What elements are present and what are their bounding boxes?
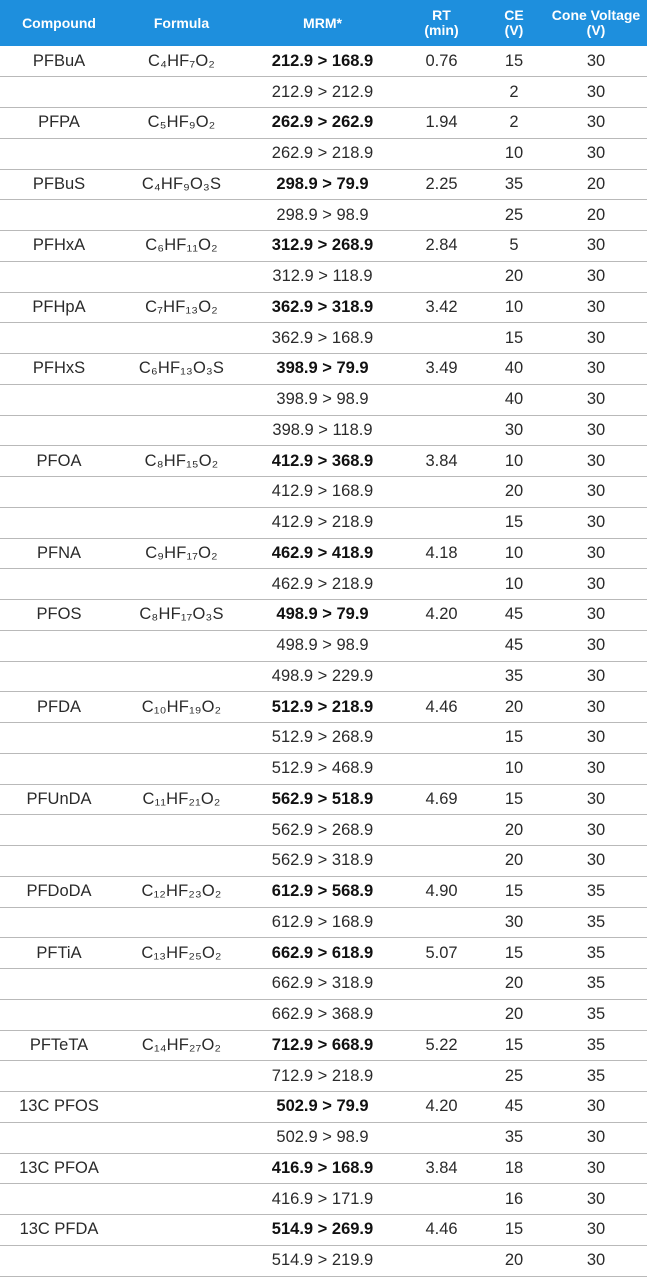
- cell-mrm: 262.9 > 262.9: [245, 108, 400, 139]
- cell-rt: [400, 77, 483, 108]
- cell-mrm: 562.9 > 518.9: [245, 784, 400, 815]
- cell-rt: [400, 261, 483, 292]
- cell-rt: 3.84: [400, 1153, 483, 1184]
- cell-cone-voltage: 30: [545, 231, 647, 262]
- cell-ce: 16: [483, 1184, 545, 1215]
- cell-rt: [400, 384, 483, 415]
- cell-ce: 35: [483, 661, 545, 692]
- table-row: [0, 1215, 647, 1246]
- cell-mrm: 662.9 > 368.9: [245, 999, 400, 1030]
- cell-formula: C₈HF₁₇O₃S: [118, 600, 245, 631]
- cell-compound: [0, 507, 118, 538]
- cell-cone-voltage: 30: [545, 446, 647, 477]
- cell-formula: C₁₁HF₂₁O₂: [118, 784, 245, 815]
- cell-compound: PFHpA: [0, 292, 118, 323]
- cell-ce: 25: [483, 1061, 545, 1092]
- cell-cone-voltage: 35: [545, 1061, 647, 1092]
- cell-compound: [0, 999, 118, 1030]
- cell-mrm: 612.9 > 568.9: [245, 876, 400, 907]
- cell-ce: 15: [483, 938, 545, 969]
- cell-rt: [400, 723, 483, 754]
- table-row: [0, 1122, 647, 1153]
- cell-ce: 30: [483, 907, 545, 938]
- cell-compound: 13C PFOS: [0, 1092, 118, 1123]
- cell-mrm: 462.9 > 418.9: [245, 538, 400, 569]
- cell-cone-voltage: 30: [545, 1122, 647, 1153]
- cell-cone-voltage: 35: [545, 907, 647, 938]
- cell-formula: [118, 384, 245, 415]
- cell-cone-voltage: 30: [545, 261, 647, 292]
- table-row: [0, 1092, 647, 1123]
- cell-cone-voltage: 20: [545, 169, 647, 200]
- cell-cone-voltage: 30: [545, 692, 647, 723]
- cell-formula: [118, 77, 245, 108]
- cell-mrm: 612.9 > 168.9: [245, 907, 400, 938]
- cell-ce: 20: [483, 846, 545, 877]
- header-compound: Compound: [22, 14, 96, 31]
- cell-compound: PFPA: [0, 108, 118, 139]
- cell-mrm: 398.9 > 79.9: [245, 354, 400, 385]
- table-row: [0, 538, 647, 569]
- cell-formula: [118, 507, 245, 538]
- cell-formula: C₁₀HF₁₉O₂: [118, 692, 245, 723]
- cell-cone-voltage: 30: [545, 753, 647, 784]
- cell-formula: [118, 1245, 245, 1276]
- cell-cone-voltage: 30: [545, 323, 647, 354]
- table-row: [0, 169, 647, 200]
- cell-compound: [0, 907, 118, 938]
- table-row: [0, 600, 647, 631]
- cell-rt: 4.90: [400, 876, 483, 907]
- cell-ce: 35: [483, 1122, 545, 1153]
- table-row: [0, 569, 647, 600]
- cell-mrm: 498.9 > 79.9: [245, 600, 400, 631]
- cell-compound: [0, 1061, 118, 1092]
- cell-mrm: 712.9 > 218.9: [245, 1061, 400, 1092]
- cell-formula: C₈HF₁₅O₂: [118, 446, 245, 477]
- cell-formula: [118, 1061, 245, 1092]
- cell-formula: C₆HF₁₁O₂: [118, 231, 245, 262]
- cell-cone-voltage: 30: [545, 630, 647, 661]
- table-row: [0, 46, 647, 77]
- table-row: [0, 354, 647, 385]
- cell-formula: [118, 630, 245, 661]
- cell-mrm: 512.9 > 268.9: [245, 723, 400, 754]
- cell-ce: 2: [483, 108, 545, 139]
- cell-cone-voltage: 30: [545, 384, 647, 415]
- table-row: [0, 292, 647, 323]
- cell-formula: [118, 477, 245, 508]
- cell-rt: 4.20: [400, 600, 483, 631]
- cell-mrm: 212.9 > 212.9: [245, 77, 400, 108]
- table-row: [0, 938, 647, 969]
- cell-ce: 20: [483, 261, 545, 292]
- cell-formula: [118, 815, 245, 846]
- cell-formula: [118, 138, 245, 169]
- cell-formula: C₁₄HF₂₇O₂: [118, 1030, 245, 1061]
- cell-rt: [400, 815, 483, 846]
- table-row: [0, 138, 647, 169]
- cell-rt: 4.46: [400, 1215, 483, 1246]
- table-row: [0, 1184, 647, 1215]
- cell-ce: 15: [483, 1215, 545, 1246]
- table-row: [0, 815, 647, 846]
- cell-compound: PFDA: [0, 692, 118, 723]
- cell-rt: 0.76: [400, 46, 483, 77]
- cell-mrm: 312.9 > 268.9: [245, 231, 400, 262]
- cell-formula: [118, 569, 245, 600]
- cell-compound: [0, 323, 118, 354]
- table-row: [0, 1245, 647, 1276]
- cell-rt: 3.42: [400, 292, 483, 323]
- cell-compound: [0, 415, 118, 446]
- cell-mrm: 514.9 > 269.9: [245, 1215, 400, 1246]
- cell-mrm: 298.9 > 98.9: [245, 200, 400, 231]
- cell-cone-voltage: 35: [545, 1030, 647, 1061]
- cell-rt: [400, 200, 483, 231]
- cell-ce: 10: [483, 446, 545, 477]
- cell-cone-voltage: 30: [545, 108, 647, 139]
- cell-cone-voltage: 30: [545, 846, 647, 877]
- cell-cone-voltage: 30: [545, 815, 647, 846]
- table-row: [0, 876, 647, 907]
- cell-rt: [400, 323, 483, 354]
- table-row: [0, 507, 647, 538]
- cell-mrm: 212.9 > 168.9: [245, 46, 400, 77]
- cell-rt: [400, 569, 483, 600]
- cell-cone-voltage: 30: [545, 1245, 647, 1276]
- cell-rt: 4.69: [400, 784, 483, 815]
- cell-compound: PFUnDA: [0, 784, 118, 815]
- table-row: [0, 907, 647, 938]
- cell-ce: 20: [483, 999, 545, 1030]
- cell-cone-voltage: 30: [545, 507, 647, 538]
- cell-ce: 30: [483, 415, 545, 446]
- cell-formula: [118, 999, 245, 1030]
- table-row: [0, 969, 647, 1000]
- cell-mrm: 662.9 > 318.9: [245, 969, 400, 1000]
- cell-mrm: 512.9 > 468.9: [245, 753, 400, 784]
- table-row: [0, 446, 647, 477]
- cell-mrm: 298.9 > 79.9: [245, 169, 400, 200]
- header-rt: RT (min): [424, 7, 459, 38]
- cell-mrm: 514.9 > 219.9: [245, 1245, 400, 1276]
- cell-cone-voltage: 35: [545, 999, 647, 1030]
- cell-compound: [0, 569, 118, 600]
- cell-compound: PFOA: [0, 446, 118, 477]
- table-row: [0, 384, 647, 415]
- cell-compound: [0, 630, 118, 661]
- cell-formula: [118, 323, 245, 354]
- cell-compound: PFTeTA: [0, 1030, 118, 1061]
- cell-formula: [118, 969, 245, 1000]
- table-header: [0, 0, 647, 46]
- header-mrm: MRM*: [303, 14, 342, 31]
- cell-mrm: 412.9 > 218.9: [245, 507, 400, 538]
- table-row: [0, 692, 647, 723]
- cell-formula: C₆HF₁₃O₃S: [118, 354, 245, 385]
- table-row: [0, 200, 647, 231]
- cell-formula: [118, 1184, 245, 1215]
- cell-formula: [118, 753, 245, 784]
- cell-ce: 10: [483, 753, 545, 784]
- cell-mrm: 712.9 > 668.9: [245, 1030, 400, 1061]
- cell-mrm: 416.9 > 168.9: [245, 1153, 400, 1184]
- cell-compound: 13C PFDA: [0, 1215, 118, 1246]
- table-row: [0, 323, 647, 354]
- cell-formula: C₇HF₁₃O₂: [118, 292, 245, 323]
- cell-mrm: 562.9 > 318.9: [245, 846, 400, 877]
- cell-mrm: 498.9 > 98.9: [245, 630, 400, 661]
- cell-cone-voltage: 30: [545, 1092, 647, 1123]
- cell-rt: [400, 1245, 483, 1276]
- cell-rt: [400, 999, 483, 1030]
- cell-ce: 15: [483, 723, 545, 754]
- table-row: [0, 846, 647, 877]
- cell-rt: 5.22: [400, 1030, 483, 1061]
- cell-cone-voltage: 30: [545, 1153, 647, 1184]
- table-row: [0, 999, 647, 1030]
- table-row: [0, 477, 647, 508]
- cell-rt: 1.94: [400, 108, 483, 139]
- cell-ce: 15: [483, 46, 545, 77]
- cell-ce: 20: [483, 477, 545, 508]
- cell-ce: 15: [483, 323, 545, 354]
- cell-formula: [118, 723, 245, 754]
- cell-cone-voltage: 30: [545, 1184, 647, 1215]
- cell-compound: [0, 1245, 118, 1276]
- cell-formula: [118, 1215, 245, 1246]
- cell-cone-voltage: 30: [545, 46, 647, 77]
- cell-ce: 40: [483, 384, 545, 415]
- cell-mrm: 362.9 > 168.9: [245, 323, 400, 354]
- cell-rt: 3.84: [400, 446, 483, 477]
- cell-rt: 3.49: [400, 354, 483, 385]
- cell-compound: [0, 723, 118, 754]
- table-row: [0, 630, 647, 661]
- cell-compound: PFHxS: [0, 354, 118, 385]
- table-row: [0, 723, 647, 754]
- cell-mrm: 562.9 > 268.9: [245, 815, 400, 846]
- cell-compound: [0, 1184, 118, 1215]
- cell-rt: 4.46: [400, 692, 483, 723]
- cell-compound: [0, 969, 118, 1000]
- cell-compound: [0, 661, 118, 692]
- cell-formula: [118, 846, 245, 877]
- cell-formula: [118, 661, 245, 692]
- cell-ce: 25: [483, 200, 545, 231]
- cell-rt: [400, 1184, 483, 1215]
- cell-ce: 10: [483, 569, 545, 600]
- cell-rt: [400, 753, 483, 784]
- cell-compound: PFNA: [0, 538, 118, 569]
- cell-ce: 15: [483, 784, 545, 815]
- cell-ce: 20: [483, 815, 545, 846]
- cell-formula: [118, 907, 245, 938]
- cell-formula: C₄HF₇O₂: [118, 46, 245, 77]
- cell-ce: 10: [483, 138, 545, 169]
- cell-rt: [400, 507, 483, 538]
- cell-mrm: 498.9 > 229.9: [245, 661, 400, 692]
- cell-ce: 2: [483, 77, 545, 108]
- cell-formula: [118, 415, 245, 446]
- cell-cone-voltage: 30: [545, 477, 647, 508]
- cell-cone-voltage: 20: [545, 200, 647, 231]
- cell-mrm: 262.9 > 218.9: [245, 138, 400, 169]
- cell-compound: PFTiA: [0, 938, 118, 969]
- cell-mrm: 412.9 > 168.9: [245, 477, 400, 508]
- cell-ce: 15: [483, 876, 545, 907]
- cell-compound: [0, 200, 118, 231]
- cell-ce: 20: [483, 692, 545, 723]
- cell-formula: [118, 200, 245, 231]
- cell-rt: [400, 969, 483, 1000]
- cell-formula: [118, 261, 245, 292]
- cell-ce: 20: [483, 1245, 545, 1276]
- cell-formula: C₁₃HF₂₅O₂: [118, 938, 245, 969]
- cell-mrm: 362.9 > 318.9: [245, 292, 400, 323]
- table-body: [0, 46, 647, 1276]
- table-row: [0, 108, 647, 139]
- cell-formula: C₁₂HF₂₃O₂: [118, 876, 245, 907]
- cell-ce: 15: [483, 507, 545, 538]
- cell-mrm: 502.9 > 79.9: [245, 1092, 400, 1123]
- cell-ce: 10: [483, 292, 545, 323]
- cell-rt: [400, 630, 483, 661]
- cell-rt: [400, 415, 483, 446]
- cell-cone-voltage: 30: [545, 569, 647, 600]
- cell-formula: C₄HF₉O₃S: [118, 169, 245, 200]
- cell-cone-voltage: 30: [545, 415, 647, 446]
- header-cone-voltage: Cone Voltage (V): [551, 7, 641, 38]
- cell-rt: [400, 846, 483, 877]
- cell-ce: 35: [483, 169, 545, 200]
- cell-compound: [0, 477, 118, 508]
- cell-cone-voltage: 35: [545, 938, 647, 969]
- table-row: [0, 1030, 647, 1061]
- cell-compound: [0, 753, 118, 784]
- cell-cone-voltage: 30: [545, 723, 647, 754]
- cell-ce: 45: [483, 1092, 545, 1123]
- cell-rt: 2.25: [400, 169, 483, 200]
- cell-cone-voltage: 30: [545, 354, 647, 385]
- cell-compound: [0, 261, 118, 292]
- cell-cone-voltage: 30: [545, 138, 647, 169]
- cell-compound: PFBuS: [0, 169, 118, 200]
- table-row: [0, 784, 647, 815]
- cell-compound: PFBuA: [0, 46, 118, 77]
- cell-compound: [0, 77, 118, 108]
- cell-ce: 45: [483, 630, 545, 661]
- cell-formula: C₉HF₁₇O₂: [118, 538, 245, 569]
- cell-cone-voltage: 30: [545, 538, 647, 569]
- cell-compound: PFHxA: [0, 231, 118, 262]
- header-ce: CE (V): [504, 7, 524, 38]
- cell-mrm: 502.9 > 98.9: [245, 1122, 400, 1153]
- cell-compound: [0, 384, 118, 415]
- cell-ce: 5: [483, 231, 545, 262]
- cell-ce: 40: [483, 354, 545, 385]
- cell-ce: 20: [483, 969, 545, 1000]
- table-row: [0, 1061, 647, 1092]
- cell-rt: [400, 1061, 483, 1092]
- cell-rt: 4.18: [400, 538, 483, 569]
- cell-cone-voltage: 30: [545, 292, 647, 323]
- cell-compound: [0, 138, 118, 169]
- cell-formula: [118, 1153, 245, 1184]
- cell-mrm: 662.9 > 618.9: [245, 938, 400, 969]
- cell-compound: PFOS: [0, 600, 118, 631]
- cell-mrm: 512.9 > 218.9: [245, 692, 400, 723]
- table-row: [0, 231, 647, 262]
- cell-rt: [400, 477, 483, 508]
- cell-rt: 4.20: [400, 1092, 483, 1123]
- cell-mrm: 412.9 > 368.9: [245, 446, 400, 477]
- cell-ce: 18: [483, 1153, 545, 1184]
- cell-cone-voltage: 30: [545, 77, 647, 108]
- cell-rt: 2.84: [400, 231, 483, 262]
- table-row: [0, 261, 647, 292]
- cell-compound: [0, 815, 118, 846]
- cell-rt: [400, 661, 483, 692]
- cell-ce: 45: [483, 600, 545, 631]
- cell-rt: [400, 138, 483, 169]
- table-row: [0, 753, 647, 784]
- cell-cone-voltage: 30: [545, 661, 647, 692]
- table-row: [0, 415, 647, 446]
- cell-rt: [400, 907, 483, 938]
- cell-rt: 5.07: [400, 938, 483, 969]
- cell-compound: PFDoDA: [0, 876, 118, 907]
- cell-formula: C₅HF₉O₂: [118, 108, 245, 139]
- cell-mrm: 416.9 > 171.9: [245, 1184, 400, 1215]
- cell-mrm: 462.9 > 218.9: [245, 569, 400, 600]
- cell-cone-voltage: 30: [545, 600, 647, 631]
- table-row: [0, 1153, 647, 1184]
- cell-ce: 15: [483, 1030, 545, 1061]
- cell-mrm: 398.9 > 98.9: [245, 384, 400, 415]
- header-formula: Formula: [153, 14, 210, 31]
- cell-mrm: 398.9 > 118.9: [245, 415, 400, 446]
- cell-cone-voltage: 30: [545, 1215, 647, 1246]
- cell-compound: [0, 846, 118, 877]
- cell-cone-voltage: 35: [545, 876, 647, 907]
- cell-formula: [118, 1122, 245, 1153]
- cell-cone-voltage: 30: [545, 784, 647, 815]
- cell-formula: [118, 1092, 245, 1123]
- table-row: [0, 661, 647, 692]
- cell-cone-voltage: 35: [545, 969, 647, 1000]
- table-row: [0, 77, 647, 108]
- header-row: [0, 0, 647, 46]
- cell-rt: [400, 1122, 483, 1153]
- cell-compound: 13C PFOA: [0, 1153, 118, 1184]
- cell-mrm: 312.9 > 118.9: [245, 261, 400, 292]
- cell-compound: [0, 1122, 118, 1153]
- cell-ce: 10: [483, 538, 545, 569]
